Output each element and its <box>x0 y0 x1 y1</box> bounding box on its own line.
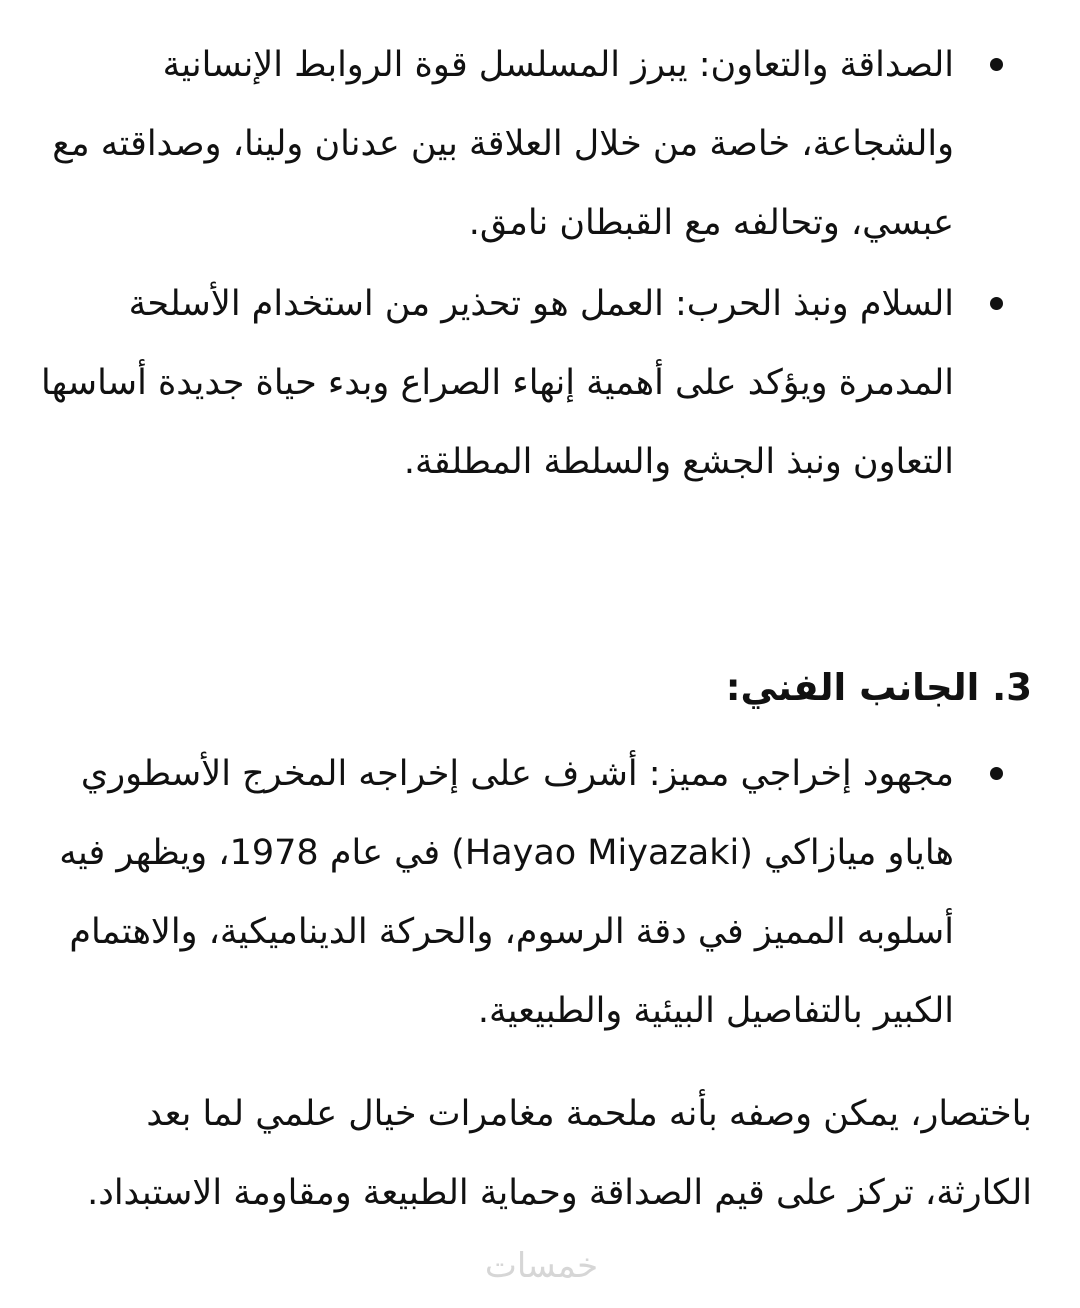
list-item-peace <box>30 265 954 502</box>
artistic-list <box>0 735 1080 1051</box>
list-item-text: الصداقة والتعاون: يبرز المسلسل قوة الروابط الإنسانية والشجاعة، خاصة من خلال العلاقة بين عدنان ولينا، وصداقته مع عبسي، وتحالفه مع القبطان نامق. <box>52 45 954 243</box>
watermark-logo: خمسات <box>484 1246 599 1286</box>
list-item-friendship <box>30 26 954 263</box>
bullet-dot-icon <box>990 297 1003 310</box>
list-item-direction <box>30 735 954 1051</box>
section-heading-artistic: 3. الجانب الفني: <box>725 666 1032 709</box>
themes-list <box>0 26 1080 502</box>
list-item-text: السلام ونبذ الحرب: العمل هو تحذير من استخدام الأسلحة المدمرة ويؤكد على أهمية إنهاء الصراع وبدء حياة جديدة أساسها التعاون ونبذ الجشع والسلطة المطلقة. <box>40 284 954 482</box>
list-item-text: مجهود إخراجي مميز: أشرف على إخراجه المخرج الأسطوري هاياو ميازاكي (Hayao Miyazaki) في عام 1978، ويظهر فيه أسلوبه المميز في دقة الرسوم، والحركة الديناميكية، والاهتمام الكبير بالتفاصيل البيئية والطبيعية. <box>59 754 954 1031</box>
summary-paragraph: باختصار، يمكن وصفه بأنه ملحمة مغامرات خيال علمي لما بعد الكارثة، تركز على قيم الصداقة وحماية الطبيعة ومقاومة الاستبداد. <box>87 1094 1032 1213</box>
bullet-dot-icon <box>990 58 1003 71</box>
bullet-dot-icon <box>990 767 1003 780</box>
